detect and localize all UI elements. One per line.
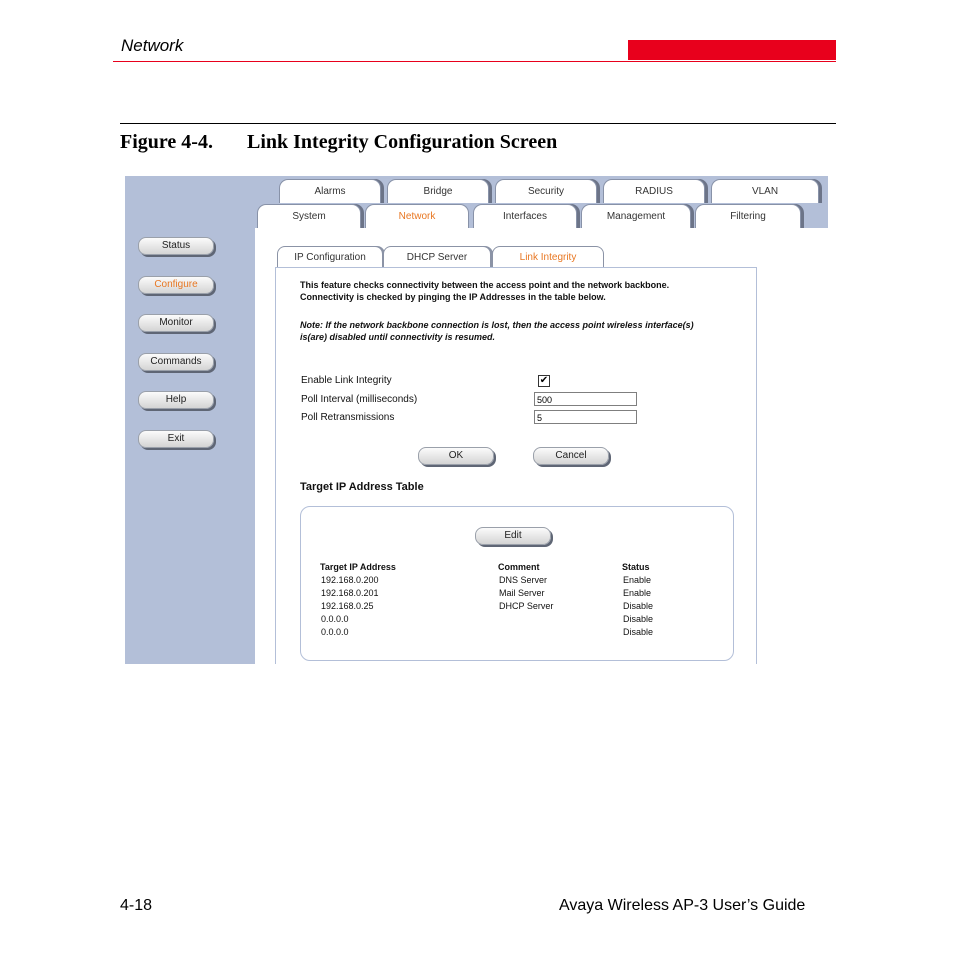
sidebar-item-help[interactable]: Help bbox=[138, 391, 214, 409]
tab-alarms[interactable]: Alarms bbox=[279, 179, 381, 203]
cell-status: Disable bbox=[623, 614, 654, 624]
intro-text-line-1: This feature checks connectivity between the access point and the network backbone. bbox=[300, 280, 670, 290]
cell-ip: 192.168.0.200 bbox=[321, 575, 379, 585]
sidebar-item-commands[interactable]: Commands bbox=[138, 353, 214, 371]
tab-strip bbox=[255, 176, 828, 228]
sidebar-item-monitor[interactable]: Monitor bbox=[138, 314, 214, 332]
tab-system[interactable]: System bbox=[257, 204, 361, 228]
header-red-bar bbox=[628, 40, 836, 60]
figure-divider bbox=[120, 123, 836, 124]
page-section-title: Network bbox=[121, 36, 184, 55]
tab-radius[interactable]: RADIUS bbox=[603, 179, 705, 203]
cell-ip: 192.168.0.201 bbox=[321, 588, 379, 598]
figure-title: Link Integrity Configuration Screen bbox=[247, 131, 558, 153]
tab-filtering[interactable]: Filtering bbox=[695, 204, 801, 228]
sidebar bbox=[125, 176, 255, 664]
cell-comment: DHCP Server bbox=[499, 601, 554, 611]
target-table-heading: Target IP Address Table bbox=[300, 481, 424, 493]
tab-security[interactable]: Security bbox=[495, 179, 597, 203]
subtab-ip-configuration[interactable]: IP Configuration bbox=[277, 246, 383, 268]
edit-button[interactable]: Edit bbox=[475, 527, 551, 545]
cell-ip: 0.0.0.0 bbox=[321, 627, 349, 637]
cell-status: Enable bbox=[623, 588, 652, 598]
column-header-comment: Comment bbox=[498, 562, 540, 572]
sidebar-item-exit[interactable]: Exit bbox=[138, 430, 214, 448]
cell-ip: 0.0.0.0 bbox=[321, 614, 349, 624]
header-divider bbox=[113, 61, 836, 62]
cell-comment: DNS Server bbox=[499, 575, 548, 585]
column-header-target-ip: Target IP Address bbox=[320, 562, 396, 572]
guide-title: Avaya Wireless AP-3 User’s Guide bbox=[559, 897, 806, 914]
cancel-button[interactable]: Cancel bbox=[533, 447, 609, 465]
poll-interval-field[interactable]: 500 bbox=[534, 392, 637, 406]
subtab-dhcp-server[interactable]: DHCP Server bbox=[383, 246, 491, 268]
poll-interval-label: Poll Interval (milliseconds) bbox=[301, 394, 418, 405]
intro-text-line-2: Connectivity is checked by pinging the IP Addresses in the table below. bbox=[300, 292, 606, 302]
cell-status: Enable bbox=[623, 575, 652, 585]
figure-caption bbox=[120, 131, 557, 154]
cell-status: Disable bbox=[623, 627, 654, 637]
poll-retransmissions-label: Poll Retransmissions bbox=[301, 412, 395, 423]
ok-button[interactable]: OK bbox=[418, 447, 494, 465]
tab-vlan[interactable]: VLAN bbox=[711, 179, 819, 203]
sidebar-item-status[interactable]: Status bbox=[138, 237, 214, 255]
subtab-link-integrity[interactable]: Link Integrity bbox=[492, 246, 604, 269]
note-text-line-1: Note: If the network backbone connection is lost, then the access point wireless interface(s) bbox=[300, 320, 694, 330]
poll-retransmissions-field[interactable]: 5 bbox=[534, 410, 637, 424]
sidebar-item-configure[interactable]: Configure bbox=[138, 276, 214, 294]
figure-number: Figure 4-4. bbox=[120, 131, 213, 153]
ap-config-screenshot bbox=[125, 176, 828, 664]
tab-network[interactable]: Network bbox=[365, 204, 469, 230]
enable-link-integrity-label: Enable Link Integrity bbox=[301, 375, 392, 386]
tab-interfaces[interactable]: Interfaces bbox=[473, 204, 577, 228]
cell-ip: 192.168.0.25 bbox=[321, 601, 374, 611]
column-header-status: Status bbox=[622, 562, 650, 572]
enable-link-integrity-checkbox[interactable]: ✔ bbox=[539, 375, 549, 386]
cell-comment: Mail Server bbox=[499, 588, 545, 598]
cell-status: Disable bbox=[623, 601, 654, 611]
note-text-line-2: is(are) disabled until connectivity is resumed. bbox=[300, 332, 496, 342]
page-number: 4-18 bbox=[120, 897, 153, 914]
tab-management[interactable]: Management bbox=[581, 204, 691, 228]
tab-bridge[interactable]: Bridge bbox=[387, 179, 489, 203]
